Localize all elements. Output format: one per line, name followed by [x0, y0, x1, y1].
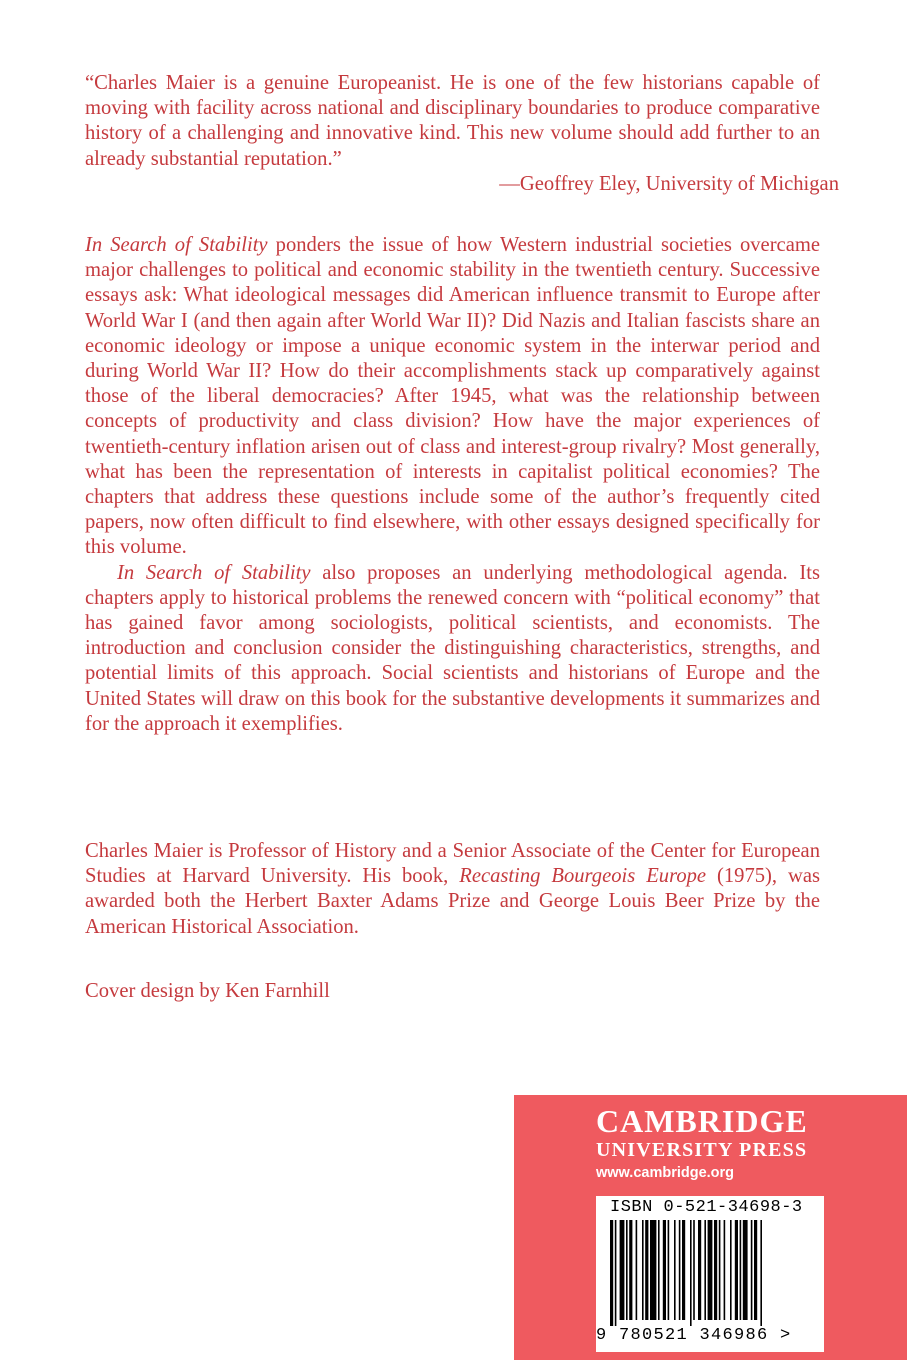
barcode-bar — [740, 1220, 742, 1320]
quote-text: “Charles Maier is a genuine Europeanist. He is one of the few historians capable of moving with facility across national and disciplinary boundaries to produce comparative history of a challenging and innovative kind. This new volume should add further to an already substantial reputation.” — [85, 72, 820, 170]
review-quote — [85, 71, 839, 197]
book-description — [85, 233, 820, 737]
barcode-label — [596, 1196, 824, 1352]
barcode-bar — [626, 1220, 628, 1320]
book-title: In Search of Stability — [117, 561, 311, 584]
description-text-1: ponders the issue of how Western industrial societies overcame major challenges to political and economic stability in the twentieth century. Successive essays ask: What ideological messages did American influence transmit to Europe after World War I (and then again after World War II)? Did Nazis and Italian fascists share an economic ideology or impose a unique economic system in the interwar period and during World War II? How do their accomplishments stack up comparatively against those of the liberal democracies? After 1945, what was the relationship between concepts of productivity and class division? How have the major experiences of twentieth-century inflation arisen out of class and interest-group rivalry? Most generally, what has been the representation of interests in capitalist political economies? The chapters that address these questions include some of the author’s frequently cited papers, now often difficult to find elsewhere, with other essays designed specifically for this volume. — [85, 234, 820, 559]
barcode-bar — [724, 1220, 726, 1320]
book-title: In Search of Stability — [85, 234, 268, 256]
barcode-bar — [668, 1220, 670, 1320]
cover-credit: Cover design by Ken Farnhill — [85, 980, 330, 1002]
barcode-bar — [642, 1220, 644, 1320]
barcode-bar — [754, 1220, 757, 1320]
barcode-bar — [679, 1220, 681, 1320]
barcode-bar — [714, 1220, 717, 1320]
barcode-bar — [751, 1220, 753, 1320]
publisher-url: www.cambridge.org — [596, 1165, 735, 1181]
barcode-bar — [650, 1220, 656, 1320]
barcode-bar — [743, 1220, 748, 1320]
barcode-bar — [704, 1220, 706, 1320]
barcode-bar — [730, 1220, 732, 1320]
barcode-bar — [735, 1220, 738, 1320]
publisher-name: CAMBRIDGE — [596, 1103, 808, 1139]
barcode-bar — [693, 1220, 695, 1320]
barcode-bar — [690, 1220, 692, 1326]
barcode-bar — [708, 1220, 713, 1320]
author-bio-text-a: Charles Maier is Professor of History and a Senior Associate of the Center for European Studies at Harvard University. His book, — [85, 840, 820, 888]
barcode-bar — [719, 1220, 721, 1320]
barcode-bar — [610, 1220, 613, 1326]
description-paragraph-1 — [85, 233, 820, 561]
barcode-bar — [658, 1220, 660, 1320]
quote-attribution: —Geoffrey Eley, University of Michigan — [499, 172, 839, 195]
isbn-text: ISBN 0-521-34698-3 — [610, 1198, 803, 1217]
barcode-icon — [610, 1220, 810, 1326]
barcode-bar — [615, 1220, 617, 1326]
author-bio-text-b: (1975), was awarded both the Herbert Baxter Adams Prize and George Louis Beer Prize by the American Historical Association. — [85, 865, 820, 938]
barcode-bar — [760, 1220, 762, 1326]
ean-number: 9 780521 346986 > — [596, 1326, 792, 1345]
barcode-bar — [682, 1220, 685, 1320]
publisher-subname: UNIVERSITY PRESS — [596, 1139, 808, 1161]
barcode-bar — [629, 1220, 632, 1320]
author-bio — [85, 839, 820, 940]
barcode-bar — [645, 1220, 648, 1320]
barcode-bar — [663, 1220, 666, 1320]
publisher-panel — [514, 1095, 907, 1360]
barcode-bar — [636, 1220, 638, 1320]
author-book-title: Recasting Bourgeois Europe — [459, 865, 707, 888]
barcode-bar — [674, 1220, 676, 1320]
description-paragraph-2 — [85, 561, 820, 737]
description-text-2: also proposes an underlying methodological agenda. Its chapters apply to historical problems the renewed concern with “political economy” that has gained favor among sociologists, political scientists, and economists. The introduction and conclusion consider the distinguishing characteristics, strengths, and potential limits of this approach. Social scientists and historians of Europe and the United States will draw on this book for the substantive developments it summarizes and for the approach it exemplifies. — [85, 561, 820, 735]
barcode-bar — [620, 1220, 625, 1320]
barcode-bar — [698, 1220, 701, 1320]
